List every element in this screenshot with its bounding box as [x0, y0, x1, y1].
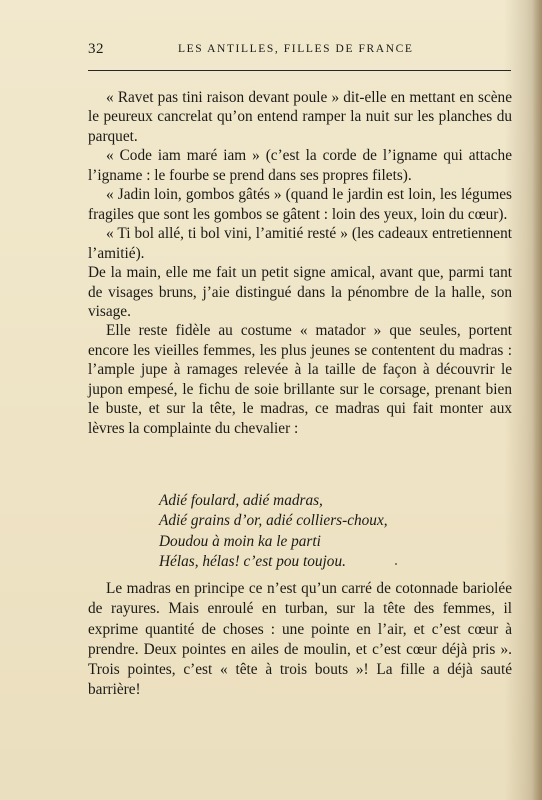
- print-speck: [395, 563, 397, 565]
- paragraph: Le madras en principe ce n’est qu’un carré de cotonnade bariolée de rayures. Mais enroulé en turban, sur la tête des femmes, il exprime quantité de choses : une pointe en l’air, et c’est cœur à prendre. Deux pointes en ailes de moulin, et c’est cœur déjà pris ». Trois pointes, c’est « tête à trois bouts »! La fille a déjà sauté barrière!: [88, 580, 512, 699]
- poem-line: Hélas, hélas! c’est pou toujou.: [159, 553, 346, 571]
- paragraph: « Ravet pas tini raison devant poule » dit-elle en mettant en scène le peureux cancrelat qu’on entend ramper la nuit sur les planches du parquet.: [88, 89, 512, 145]
- paragraph: « Code iam maré iam » (c’est la corde de l’igname qui attache l’igname : le fourbe se prend dans ses propres filets).: [88, 147, 512, 184]
- poem-line: Adié foulard, adié madras,: [159, 492, 323, 509]
- paragraph: « Jadin loin, gombos gâtés » (quand le jardin est loin, les légumes fragiles que sont les gombos se gâtent : loin des yeux, loin du cœur).: [88, 186, 512, 223]
- page-number: 32: [88, 41, 104, 57]
- paragraph: Elle reste fidèle au costume « matador » que seules, portent encore les vieilles femmes, les plus jeunes se contentent du madras : l’ample jupe à ramages relevée à la taille de façon à découvrir le jupon empesé, le fichu de soie brillante sur le corsage, prenant bien le buste, et sur la tête, le madras, ce madras qui fait monter aux lèvres la complainte du chevalier :: [88, 322, 512, 437]
- closing-text: [88, 579, 512, 701]
- paragraph: De la main, elle me fait un petit signe amical, avant que, parmi tant de visages bruns, j’aie distingué dans la pénombre de la halle, son visage.: [88, 264, 512, 320]
- paragraph: « Ti bol allé, ti bol vini, l’amitié resté » (les cadeaux entretiennent l’amitié).: [88, 225, 512, 262]
- poem-line: Doudou à moin ka le parti: [159, 532, 321, 550]
- poem-verse: [159, 491, 489, 573]
- body-text: [88, 88, 512, 438]
- page-edge-shadow: [532, 0, 542, 800]
- running-title: LES ANTILLES, FILLES DE FRANCE: [178, 43, 414, 55]
- page-header: [88, 41, 511, 63]
- header-rule: [88, 70, 511, 71]
- poem-line: Adié grains d’or, adié colliers-choux,: [159, 512, 388, 530]
